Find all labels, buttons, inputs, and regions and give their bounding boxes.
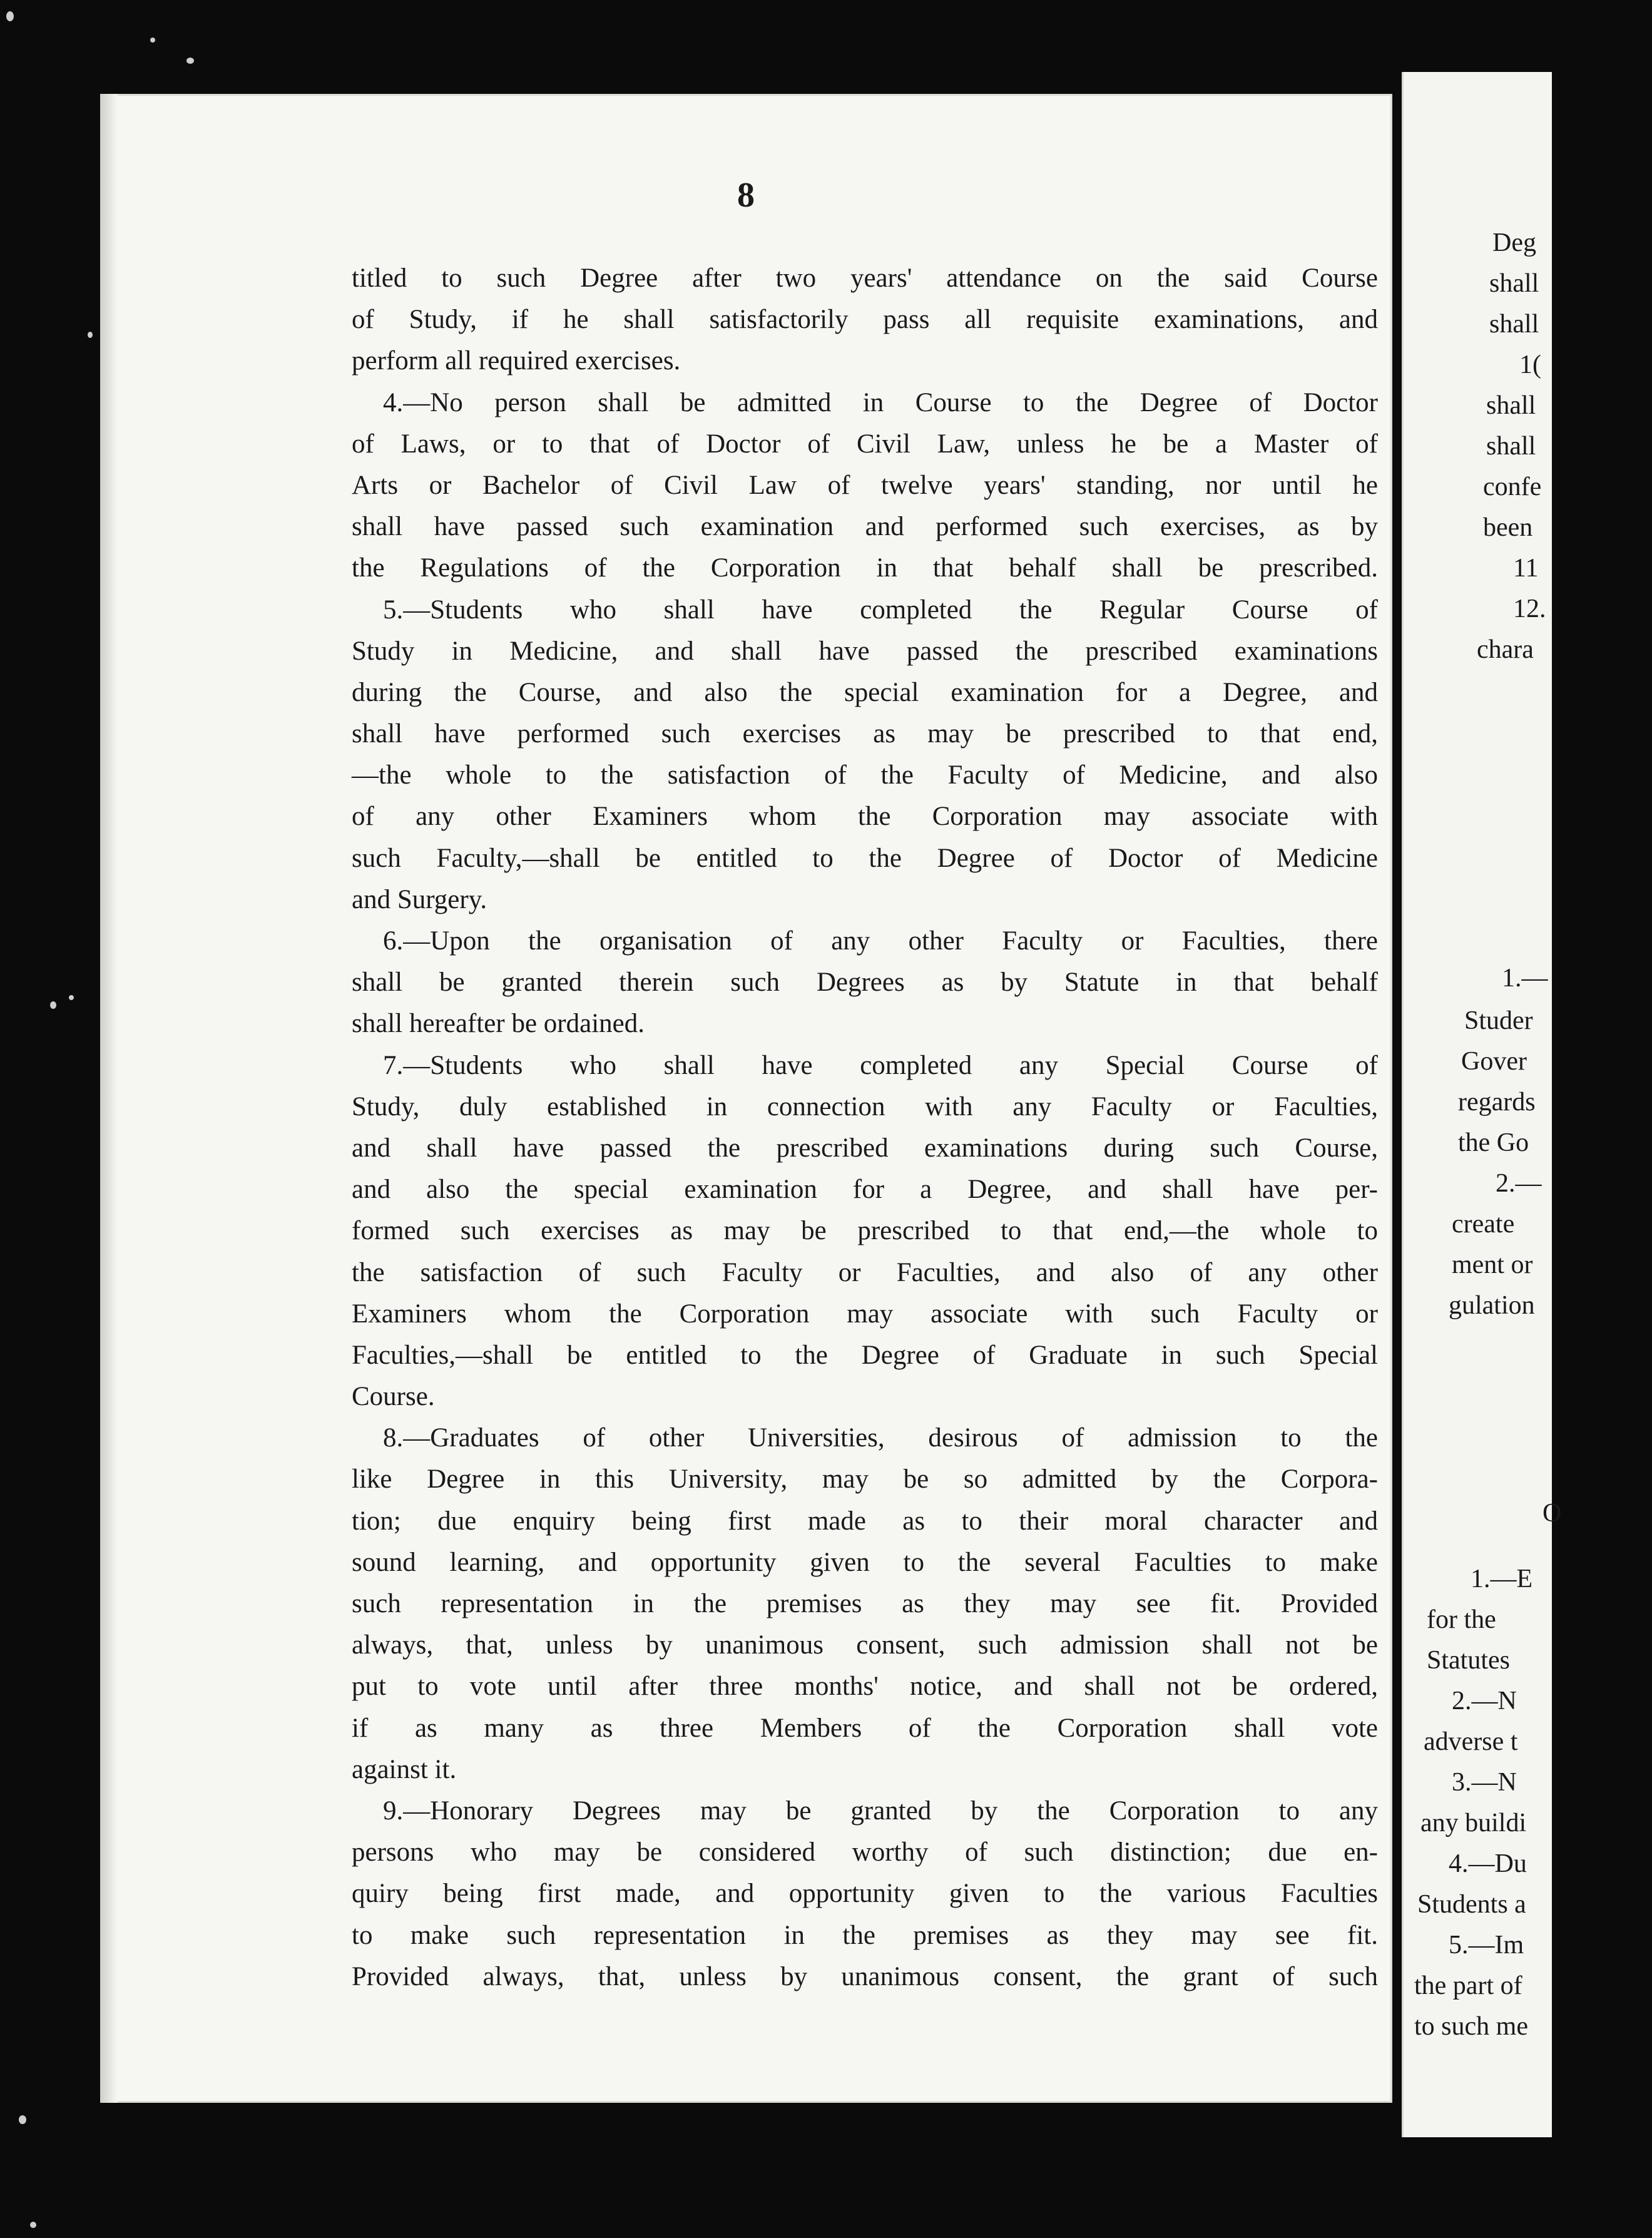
text-line: formed such exercises as may be prescribed to that end,—the whole to [352,1216,1378,1246]
text-line: like Degree in this University, may be so admitted by the Corpora- [352,1464,1378,1495]
page-body-text [352,258,1378,1998]
document-page [100,94,1392,2103]
facing-text-line: shall [1489,269,1539,298]
text-line: the Regulations of the Corporation in that behalf shall be prescribed. [352,553,1378,583]
facing-text-line: confe [1483,473,1542,501]
facing-text-line: adverse t [1424,1727,1518,1756]
scan-speck [150,38,155,43]
text-line: such representation in the premises as they may see fit. Provided [352,1589,1378,1618]
facing-text-line: 3.—N [1452,1768,1517,1797]
text-line: during the Course, and also the special examination for a Degree, and [352,677,1378,707]
facing-text-line: shall [1489,310,1539,339]
facing-text-line: 1.— [1502,964,1548,993]
text-line: to make such representation in the premises as they may see fit. [352,1920,1378,1950]
text-line: if as many as three Members of the Corporation shall vote [352,1713,1378,1743]
facing-text-line: 5.—Im [1449,1931,1524,1960]
text-line: Faculties,—shall be entitled to the Degree of Graduate in such Special [352,1340,1378,1370]
facing-text-line: 2.— [1496,1169,1542,1198]
facing-text-line: 1( [1519,350,1541,379]
scan-speck [88,332,93,338]
text-line: 7.—Students who shall have completed any Special Course of [383,1050,1378,1080]
text-line: Examiners whom the Corporation may associate with such Faculty or [352,1299,1378,1329]
text-line: 6.—Upon the organisation of any other Faculty or Faculties, there [383,926,1378,956]
facing-text-line: 4.—Du [1449,1849,1527,1878]
facing-text-line: Students a [1417,1890,1526,1919]
text-line: of any other Examiners whom the Corporation may associate with [352,802,1378,832]
scan-speck [50,1001,56,1009]
facing-text-line: Studer [1464,1006,1533,1035]
text-line: persons who may be considered worthy of such distinction; due en- [352,1837,1378,1868]
text-line: Course. [352,1382,435,1412]
scan-speck [186,58,194,64]
facing-page [1402,72,1562,2137]
text-line: 5.—Students who shall have completed the Regular Course of [383,595,1378,625]
text-line: quiry being first made, and opportunity given to the various Faculties [352,1879,1378,1909]
facing-text-line: 11 [1513,554,1539,583]
facing-text-line: shall [1486,432,1536,461]
text-line: Study in Medicine, and shall have passed the prescribed examinations [352,636,1378,666]
facing-text-line: ment or [1452,1250,1533,1279]
text-line: Study, duly established in connection with any Faculty or Faculties, [352,1091,1378,1122]
scan-speck [6,11,14,21]
facing-text-line: create [1452,1210,1515,1239]
facing-text-line: Deg [1492,228,1536,257]
facing-text-line: any buildi [1420,1809,1527,1837]
text-line: such Faculty,—shall be entitled to the Degree of Doctor of Medicine [352,843,1378,873]
facing-text-line: Gover [1461,1047,1527,1076]
scan-speck [19,2115,26,2124]
text-line: sound learning, and opportunity given to the several Faculties to make [352,1547,1378,1577]
text-line: of Study, if he shall satisfactorily pass all requisite examinations, and [352,305,1378,335]
text-line: of Laws, or to that of Doctor of Civil Law, unless he be a Master of [352,429,1378,459]
scan-speck [69,995,74,1000]
text-line: and Surgery. [352,884,487,914]
text-line: against it. [352,1754,457,1784]
facing-text-line: the part of [1414,1971,1522,2000]
text-line: the satisfaction of such Faculty or Faculties, and also of any other [352,1257,1378,1287]
facing-text-line: the Go [1458,1128,1529,1157]
facing-text-line: 1.—E [1471,1565,1533,1593]
text-line: shall be granted therein such Degrees as by Statute in that behalf [352,968,1378,998]
text-line: Provided always, that, unless by unanimous consent, the grant of such [352,1961,1378,1991]
text-line: 8.—Graduates of other Universities, desirous of admission to the [383,1423,1378,1453]
text-line: titled to such Degree after two years' attendance on the said Course [352,263,1378,293]
text-line: and also the special examination for a Degree, and shall have per- [352,1175,1378,1205]
text-line: —the whole to the satisfaction of the Faculty of Medicine, and also [352,760,1378,790]
facing-text-line: been [1483,513,1533,542]
text-line: put to vote until after three months' notice, and shall not be ordered, [352,1672,1378,1702]
facing-text-line: Statutes [1427,1646,1510,1675]
facing-text-line: 2.—N [1452,1687,1517,1715]
facing-text-line: gulation [1449,1291,1535,1320]
facing-text-line: chara [1477,635,1534,664]
scan-speck [30,2222,36,2228]
text-line: shall hereafter be ordained. [352,1009,645,1039]
text-line: perform all required exercises. [352,346,681,376]
text-line: 4.—No person shall be admitted in Course to the Degree of Doctor [383,387,1378,417]
text-line: tion; due enquiry being first made as to their moral character and [352,1506,1378,1536]
facing-text-line: for the [1427,1605,1496,1634]
text-line: always, that, unless by unanimous consent, such admission shall not be [352,1630,1378,1660]
text-line: Arts or Bachelor of Civil Law of twelve years' standing, nor until he [352,470,1378,500]
facing-text-line: shall [1486,391,1536,420]
text-line: shall have passed such examination and performed such exercises, as by [352,512,1378,542]
text-line: shall have performed such exercises as may be prescribed to that end, [352,719,1378,749]
page-number: 8 [737,176,755,215]
facing-text-line: O [1542,1499,1562,1528]
page-gutter-shadow [100,94,118,2103]
facing-text-line: regards [1458,1088,1536,1116]
text-line: and shall have passed the prescribed examinations during such Course, [352,1133,1378,1163]
facing-text-line: 12. [1513,595,1546,623]
text-line: 9.—Honorary Degrees may be granted by the Corporation to any [383,1796,1378,1826]
facing-text-line: to such me [1414,2012,1528,2041]
